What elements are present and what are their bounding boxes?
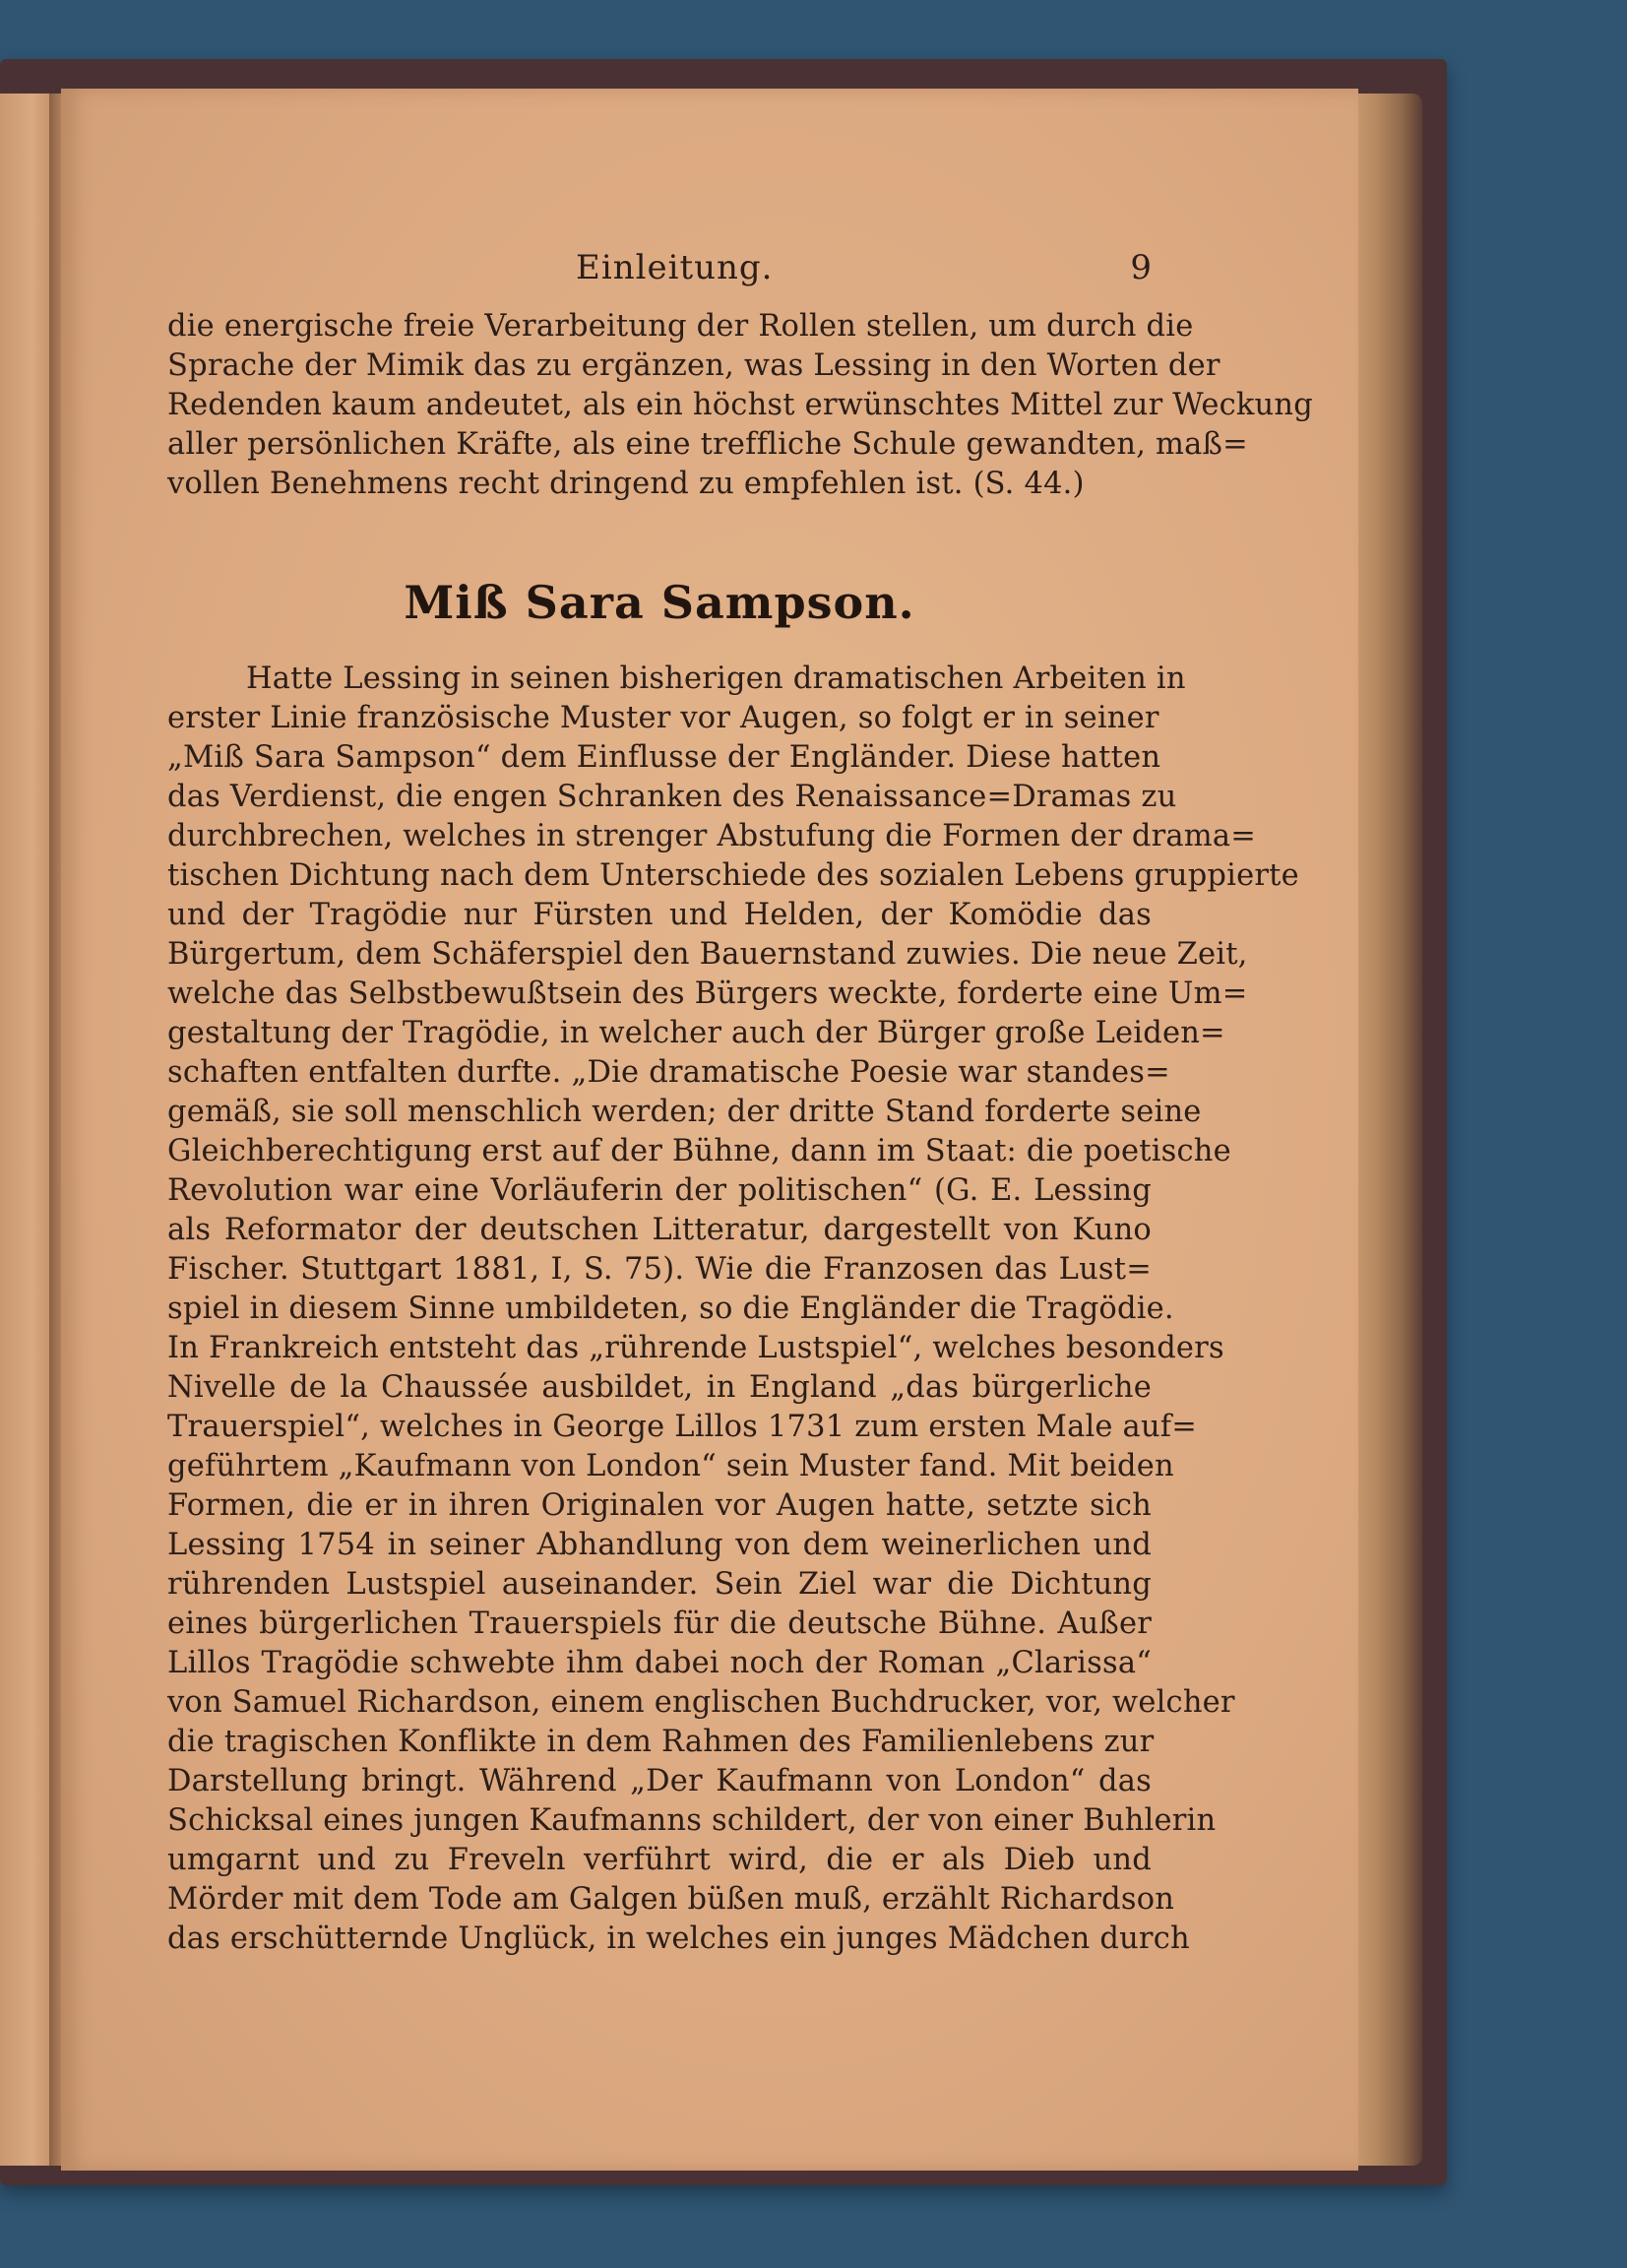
text-line: Schicksal eines jungen Kaufmanns schildert, der von einer Buhlerin: [167, 1803, 1217, 1838]
text-line: Mörder mit dem Tode am Galgen büßen muß, erzählt Richardson: [167, 1882, 1175, 1917]
body-paragraph: [167, 660, 1299, 1959]
text-line: die energische freie Verarbeitung der Rollen stellen, um durch die: [167, 309, 1194, 344]
page-header: [167, 248, 1152, 287]
text-line: Sprache der Mimik das zu ergänzen, was Lessing in den Worten der: [167, 348, 1220, 383]
text-line: tischen Dichtung nach dem Unterschiede des sozialen Lebens gruppierte: [167, 858, 1299, 893]
text-line: umgarnt und zu Freveln verführt wird, die er als Dieb und: [167, 1843, 1152, 1877]
text-line: das Verdienst, die engen Schranken des Renaissance=Dramas zu: [167, 780, 1177, 814]
left-page: [0, 94, 54, 2166]
text-line: Fischer. Stuttgart 1881, I, S. 75). Wie die Franzosen das Lust=: [167, 1252, 1152, 1287]
text-line: Lillos Tragödie schwebte ihm dabei noch der Roman „Clarissa“: [167, 1646, 1152, 1680]
text-line: Redenden kaum andeutet, als ein höchst erwünschtes Mittel zur Weckung: [167, 388, 1313, 422]
text-line: als Reformator der deutschen Litteratur, dargestellt von Kuno: [167, 1213, 1152, 1247]
text-line: schaften entfalten durfte. „Die dramatische Poesie war standes=: [167, 1055, 1170, 1090]
text-line: Revolution war eine Vorläuferin der politischen“ (G. E. Lessing: [167, 1173, 1152, 1208]
text-line: spiel in diesem Sinne umbildeten, so die Engländer die Tragödie.: [167, 1292, 1174, 1326]
text-line: vollen Benehmens recht dringend zu empfehlen ist. (S. 44.): [167, 467, 1085, 501]
running-head: Einleitung.: [576, 248, 774, 287]
text-line: erster Linie französische Muster vor Augen, so folgt er in seiner: [167, 701, 1159, 735]
text-line: welche das Selbstbewußtsein des Bürgers weckte, forderte eine Um=: [167, 976, 1248, 1011]
text-line: rührenden Lustspiel auseinander. Sein Ziel war die Dichtung: [167, 1567, 1152, 1602]
section-title: Miß Sara Sampson.: [404, 576, 915, 629]
text-line: aller persönlichen Kräfte, als eine treffliche Schule gewandten, maß=: [167, 427, 1248, 462]
text-line: geführtem „Kaufmann von London“ sein Muster fand. Mit beiden: [167, 1449, 1174, 1483]
text-line: Nivelle de la Chaussée ausbildet, in England „das bürgerliche: [167, 1370, 1152, 1405]
intro-paragraph: [167, 307, 1313, 504]
text-line: gestaltung der Tragödie, in welcher auch der Bürger große Leiden=: [167, 1016, 1225, 1050]
text-line: Trauerspiel“, welches in George Lillos 1731 zum ersten Male auf=: [167, 1410, 1198, 1444]
text-line: Bürgertum, dem Schäferspiel den Bauernstand zuwies. Die neue Zeit,: [167, 937, 1248, 972]
text-line: eines bürgerlichen Trauerspiels für die deutsche Bühne. Außer: [167, 1606, 1152, 1641]
text-line: Hatte Lessing in seinen bisherigen dramatischen Arbeiten in: [246, 662, 1186, 696]
text-line: und der Tragödie nur Fürsten und Helden, der Komödie das: [167, 898, 1152, 932]
text-line: gemäß, sie soll menschlich werden; der dritte Stand forderte seine: [167, 1095, 1202, 1129]
text-line: die tragischen Konflikte in dem Rahmen des Familienlebens zur: [167, 1725, 1155, 1759]
text-line: durchbrechen, welches in strenger Abstufung die Formen der drama=: [167, 819, 1257, 853]
text-line: Gleichberechtigung erst auf der Bühne, dann im Staat: die poetische: [167, 1134, 1231, 1168]
text-line: Lessing 1754 in seiner Abhandlung von dem weinerlichen und: [167, 1528, 1152, 1562]
text-line: Formen, die er in ihren Originalen vor Augen hatte, setzte sich: [167, 1488, 1152, 1523]
page-number: 9: [1130, 248, 1152, 287]
text-line: von Samuel Richardson, einem englischen Buchdrucker, vor, welcher: [167, 1685, 1235, 1720]
text-line: In Frankreich entsteht das „rührende Lustspiel“, welches besonders: [167, 1331, 1224, 1365]
page-edges: [1353, 94, 1422, 2166]
text-line: das erschütternde Unglück, in welches ein junges Mädchen durch: [167, 1922, 1190, 1956]
text-line: Darstellung bringt. Während „Der Kaufmann von London“ das: [167, 1764, 1152, 1798]
text-line: „Miß Sara Sampson“ dem Einflusse der Engländer. Diese hatten: [167, 740, 1161, 775]
